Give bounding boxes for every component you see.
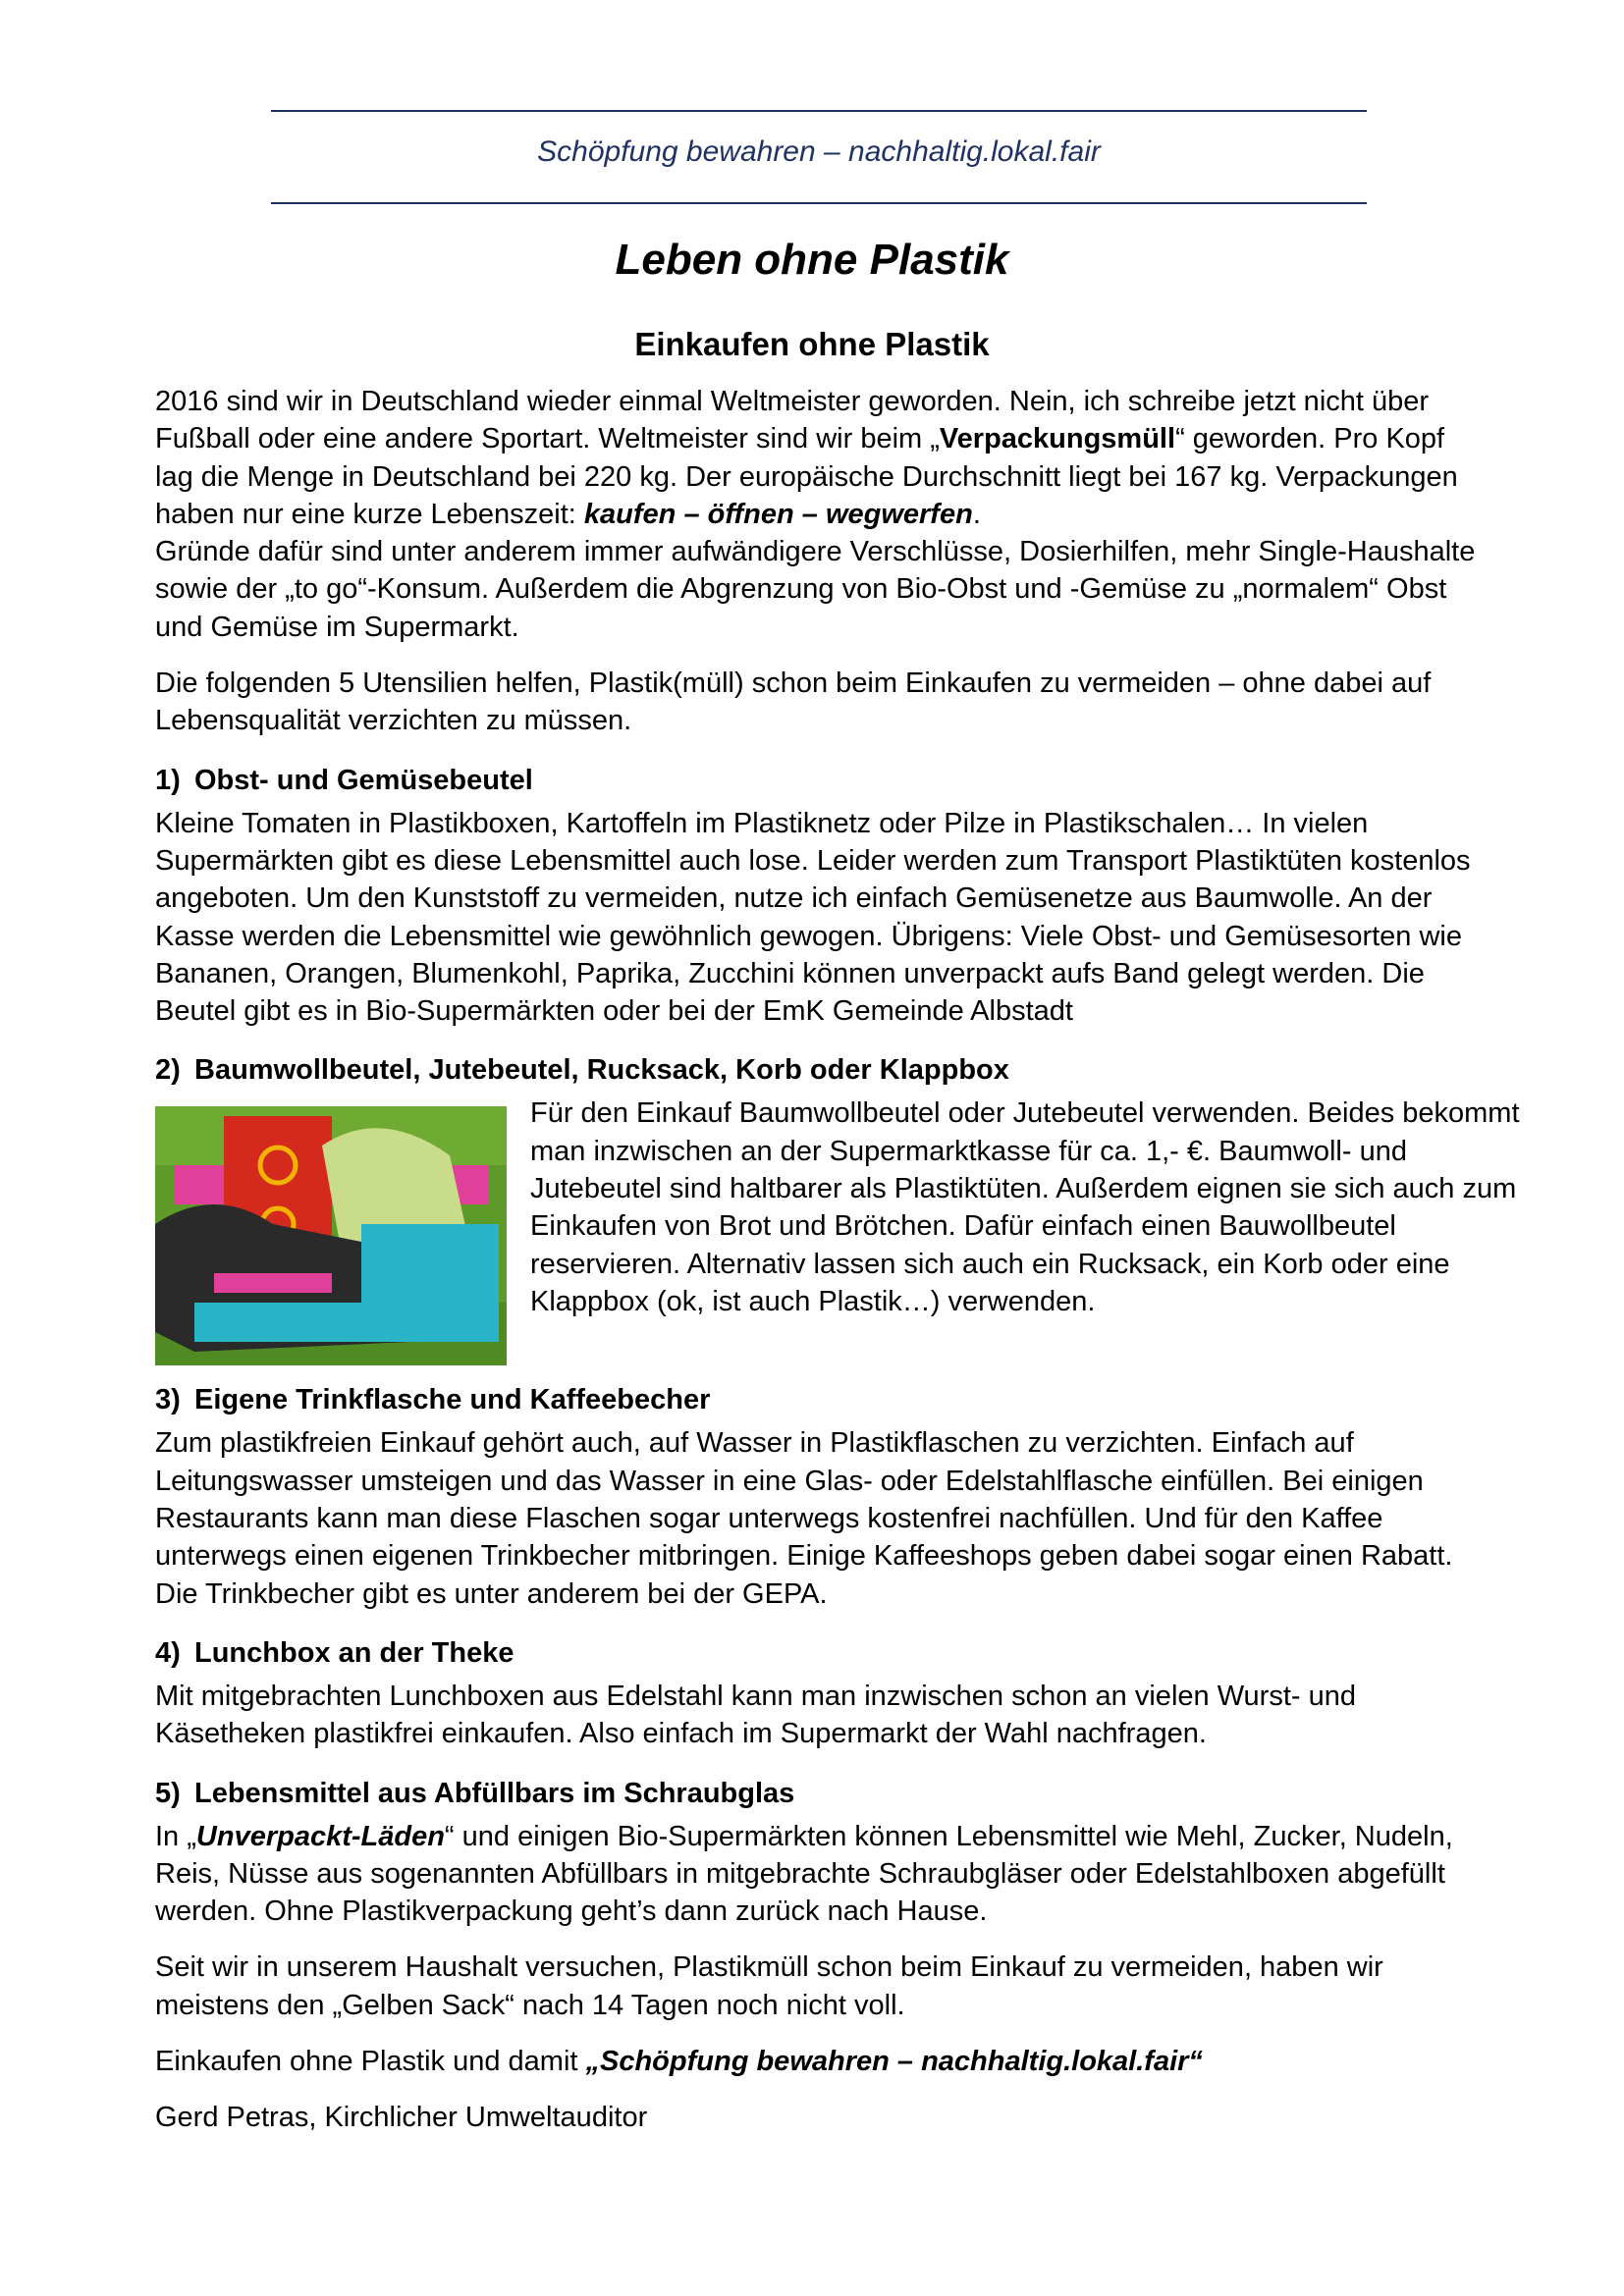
intro-paragraph-2: Gründe dafür sind unter anderem immer aufwändigere Verschlüsse, Dosierhilfen, mehr Single-Haushalte sowie der „to go“-Konsum. Außerdem die Abgrenzung von Bio-Obst und -Gemüse zu „normalem“ Obst und Gemüse im Supermarkt.	[155, 536, 1476, 643]
section-5-text-b: “ und einigen Bio-Supermärkten können Lebensmittel wie Mehl, Zucker, Nudeln, Reis, Nüsse aus sogenannten Abfüllbars in mitgebrachte Schraubgläser oder Edelstahlboxen abgefüllt werden. Ohne Plastikverpackung geht’s dann zurück nach Hause.	[155, 1820, 1453, 1928]
section-1-number: 1)	[155, 764, 181, 796]
section-2-title: Baumwollbeutel, Jutebeutel, Rucksack, Korb oder Klappbox	[194, 1054, 1009, 1087]
closing-bold-italic-tagline: „Schöpfung bewahren – nachhaltig.lokal.fair“	[585, 2046, 1203, 2078]
header-rule-top	[271, 110, 1367, 112]
section-3-title: Eigene Trinkflasche und Kaffeebecher	[194, 1384, 711, 1416]
closing-paragraph-2	[155, 2043, 1476, 2080]
section-1-text: Kleine Tomaten in Plastikboxen, Kartoffeln im Plastiknetz oder Pilze in Plastikschalen… In vielen Supermärkten gibt es diese Lebensmittel auch lose. Leider werden zum Transport Plastiktüten kostenlos angeboten. Um den Kunststoff zu vermeiden, nutze ich einfach Gemüsenetze aus Baumwolle. An der Kasse werden die Lebensmittel wie gewöhnlich gewogen. Übrigens: Viele Obst- und Gemüsesorten wie Bananen, Orangen, Blumenkohl, Paprika, Zucchini können unverpackt aufs Band gelegt werden. Die Beutel gibt es in Bio-Supermärkten oder bei der EmK Gemeinde Albstadt	[155, 807, 1471, 1028]
basket-with-bags-photo	[155, 1106, 507, 1365]
section-2-body	[155, 1095, 1520, 1360]
section-5-text-a: In „	[155, 1820, 196, 1852]
page-subtitle: Einkaufen ohne Plastik	[634, 326, 990, 362]
section-4-number: 4)	[155, 1636, 181, 1669]
section-2-number: 2)	[155, 1054, 181, 1087]
closing-paragraph-1: Seit wir in unserem Haushalt versuchen, Plastikmüll schon beim Einkauf zu vermeiden, haben wir meistens den „Gelben Sack“ nach 14 Tagen noch nicht voll.	[155, 1951, 1383, 2021]
section-5-title: Lebensmittel aus Abfüllbars im Schraubglas	[194, 1777, 795, 1809]
intro-bold-italic-cycle: kaufen – öffnen – wegwerfen	[583, 498, 973, 530]
article-body	[155, 383, 1520, 2137]
section-5-number: 5)	[155, 1777, 181, 1809]
section-5-heading	[155, 1775, 1476, 1812]
section-5-text	[155, 1818, 1476, 1931]
intro-text-b: “ geworden. Pro Kopf lag die Menge in Deutschland bei 220 kg. Der europäische Durchschnitt liegt bei 167 kg. Verpackungen haben nur eine kurze Lebenszeit:	[155, 423, 1458, 530]
section-5-bold-italic: Unverpackt-Läden	[195, 1820, 445, 1852]
header-tagline: Schöpfung bewahren – nachhaltig.lokal.fair	[537, 135, 1101, 168]
intro-text-a: 2016 sind wir in Deutschland wieder einmal Weltmeister geworden. Nein, ich schreibe jetzt nicht über Fußball oder eine andere Sportart. Weltmeister sind wir beim „	[155, 386, 1430, 455]
section-3-heading	[155, 1381, 1476, 1418]
section-4-title: Lunchbox an der Theke	[194, 1636, 514, 1669]
section-4-heading	[155, 1634, 1476, 1672]
intro-bold-packaging: Verpackungsmüll	[939, 423, 1176, 455]
closing-text-a: Einkaufen ohne Plastik und damit	[155, 2046, 586, 2078]
intro-paragraph-1	[155, 383, 1476, 533]
page-title: Leben ohne Plastik	[615, 236, 1009, 284]
section-2-text: Für den Einkauf Baumwollbeutel oder Jutebeutel verwenden. Beides bekommt man inzwischen an der Supermarktkasse für ca. 1,- €. Baumwoll- und Jutebeutel sind haltbarer als Plastiktüten. Außerdem eignen sie sich auch zum Einkaufen von Brot und Brötchen. Dafür einfach einen Bauwollbeutel reservieren. Alternativ lassen sich auch ein Rucksack, ein Korb oder eine Klappbox (ok, ist auch Plastik…) verwenden.	[530, 1097, 1520, 1317]
intro-paragraph-3: Die folgenden 5 Utensilien helfen, Plastik(müll) schon beim Einkaufen zu vermeiden – ohne dabei auf Lebensqualität verzichten zu müssen.	[155, 667, 1432, 737]
section-3-number: 3)	[155, 1384, 181, 1416]
section-1-title: Obst- und Gemüsebeutel	[194, 764, 533, 796]
section-4-text: Mit mitgebrachten Lunchboxen aus Edelstahl kann man inzwischen schon an vielen Wurst- und Käsetheken plastikfrei einkaufen. Also einfach im Supermarkt der Wahl nachfragen.	[155, 1680, 1356, 1750]
section-1-heading	[155, 762, 1476, 799]
signature: Gerd Petras, Kirchlicher Umweltauditor	[155, 2102, 648, 2134]
header-rule-bottom	[271, 202, 1367, 204]
intro-text-c: .	[972, 498, 981, 530]
section-2-heading	[155, 1051, 1476, 1089]
section-3-text: Zum plastikfreien Einkauf gehört auch, auf Wasser in Plastikflaschen zu verzichten. Einfach auf Leitungswasser umsteigen und das Wasser in eine Glas- oder Edelstahlflasche einfüllen. Bei einigen Restaurants kann man diese Flaschen sogar unterwegs kostenfrei nachfüllen. Und für den Kaffee unterwegs einen eigenen Trinkbecher mitbringen. Einige Kaffeeshops geben dabei sogar einen Rabatt. Die Trinkbecher gibt es unter anderem bei der GEPA.	[155, 1427, 1453, 1610]
